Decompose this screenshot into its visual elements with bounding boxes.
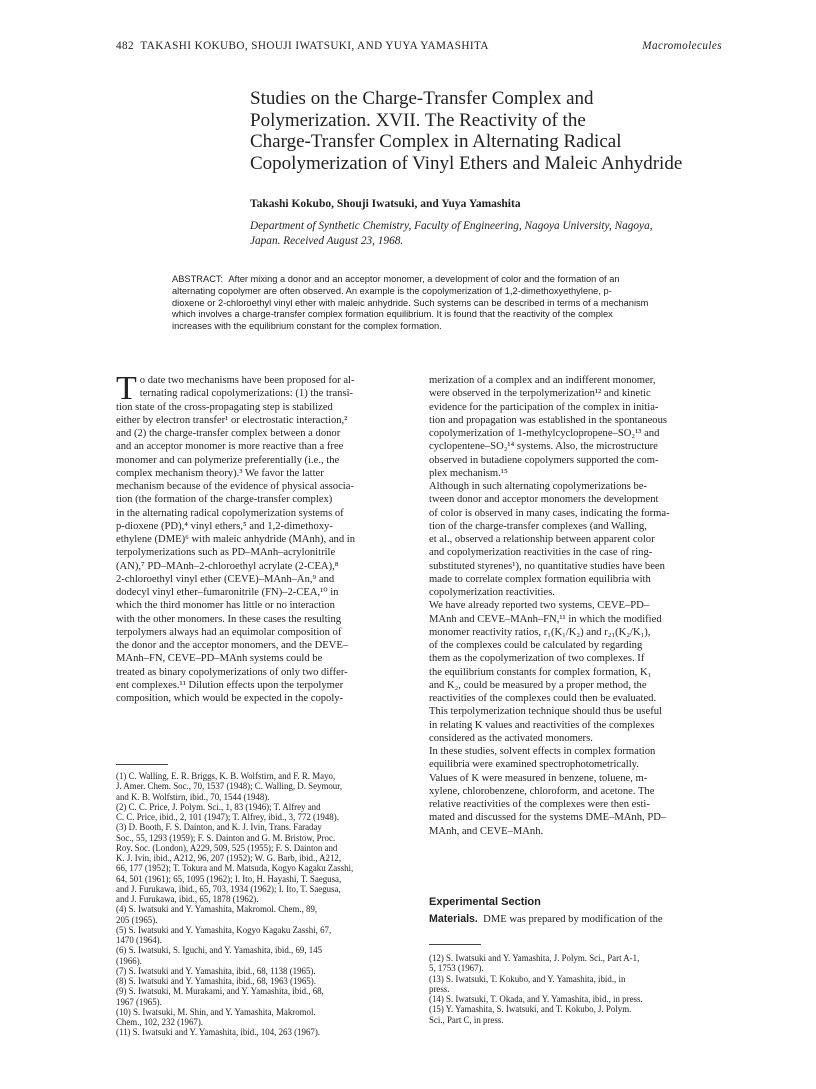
footnote-line: (5) S. Iwatsuki and Y. Yamashita, Kogyo Kagaku Zasshi, 67,: [116, 924, 332, 935]
materials-paragraph: [429, 913, 727, 925]
body-line: mechanism because of the evidence of physical associa-: [116, 481, 354, 492]
footnote-line: K. J. Ivin, ibid., A212, 96, 207 (1952); W. G. Barb, ibid., A212,: [116, 853, 342, 863]
body-line: tion (the formation of the charge-transfer complex): [116, 494, 333, 506]
materials-label: Materials.: [429, 913, 478, 925]
body-line: substituted styrenes¹), no quantitative studies have been: [429, 560, 665, 572]
footnote-line: (13) S. Iwatsuki, T. Kokubo, and Y. Yamashita, ibid., in: [429, 973, 626, 984]
affiliation: [250, 219, 730, 249]
footnote-line: (9) S. Iwatsuki, M. Murakami, and Y. Yamashita, ibid., 68,: [116, 986, 324, 997]
header-left: [116, 40, 489, 52]
title-line: Studies on the Charge-Transfer Complex and: [250, 88, 594, 109]
body-line: them as the copolymerization of two complexes. If: [429, 653, 645, 665]
body-line: of the complexes could be calculated by regarding: [429, 640, 643, 651]
section-heading: Experimental Section: [429, 896, 541, 908]
body-line: We have already reported two systems, CEVE–PD–: [429, 600, 650, 612]
body-line: This terpolymerization technique should thus be useful: [429, 706, 663, 718]
body-line: ternating radical copolymerizations: (1) the transi-: [139, 388, 354, 400]
footnote-line: 1470 (1964).: [116, 935, 162, 945]
body-column-left: [116, 370, 414, 705]
footnote-line: (6) S. Iwatsuki, S. Iguchi, and Y. Yamashita, ibid., 69, 145: [116, 945, 323, 956]
body-line: in the alternating radical copolymerization systems of: [116, 507, 344, 519]
body-line: treated as binary copolymerizations of only two differ-: [116, 666, 348, 678]
footnote-line: (3) D. Booth, F. S. Dainton, and K. J. Ivin, Trans. Faraday: [116, 822, 322, 833]
body-line: monomer reactivity ratios, r₁(K₁/K₂) and r₂₁(K₂/K₁),: [429, 626, 651, 638]
body-line: tween donor and acceptor monomers the development: [429, 494, 659, 506]
body-line: and K₂, could be measured by a proper method, the: [429, 679, 647, 691]
abstract-line: increases with the equilibrium constant for the complex formation.: [172, 321, 442, 332]
body-line: p-dioxene (PD),⁴ vinyl ethers,⁵ and 1,2-dimethoxy-: [116, 520, 333, 532]
body-line: of color is observed in many cases, indicating the forma-: [429, 507, 670, 519]
footnotes-left: [116, 771, 414, 1038]
footnote-line: and J. Furukawa, ibid., 65, 1878 (1962).: [116, 894, 259, 904]
body-line: MAnh, and CEVE–MAnh.: [429, 825, 544, 837]
body-line: copolymerization reactivities.: [429, 587, 555, 598]
title-line: Polymerization. XVII. The Reactivity of the: [250, 109, 586, 131]
abstract-line: alternating copolymer are often observed. An example is the copolymerization of 1,2-dimethoxyethylene, p-: [172, 285, 612, 296]
body-column-right: [429, 374, 727, 838]
footnote-line: (15) Y. Yamashita, S. Iwatsuki, and T. Kokubo, J. Polym.: [429, 1004, 632, 1015]
page-number: 482: [116, 40, 134, 52]
body-line: and an acceptor monomer is more reactive than a free: [116, 441, 344, 453]
footnote-line: (4) S. Iwatsuki and Y. Yamashita, Makromol. Chem., 89,: [116, 904, 318, 915]
body-line: MAnh and CEVE–MAnh–FN,¹¹ in which the modified: [429, 613, 662, 625]
abstract-line: dioxene or 2-chloroethyl vinyl ether with maleic anhydride. Such systems can be described in terms of a mechanism: [172, 297, 649, 308]
body-line: tion of the charge-transfer complexes (and Walling,: [429, 520, 647, 532]
footnote-line: J. Amer. Chem. Soc., 70, 1537 (1948); C. Walling, D. Seymour,: [116, 781, 343, 792]
body-line: and (2) the charge-transfer complex between a donor: [116, 428, 341, 439]
footnote-line: (12) S. Iwatsuki and Y. Yamashita, J. Polym. Sci., Part A-1,: [429, 953, 640, 963]
footnotes-right: [429, 953, 727, 1025]
body-line: either by electron transfer¹ or electrostatic interaction,²: [116, 414, 348, 426]
footnote-line: Chem., 102, 232 (1967).: [116, 1017, 204, 1027]
body-line: Although in such alternating copolymerizations be-: [429, 481, 647, 492]
body-line: terpolymers always had an equimolar composition of: [116, 626, 342, 638]
body-line: reactivities of the complexes could then be evaluated.: [429, 693, 657, 704]
body-line: o date two mechanisms have been proposed for al-: [139, 375, 355, 386]
body-line: ent complexes.¹¹ Dilution effects upon the terpolymer: [116, 679, 344, 691]
body-line: mated and discussed for the systems DME–MAnh, PD–: [429, 812, 667, 824]
abstract-text: After mixing a donor and an acceptor monomer, a development of color and the formation of an: [228, 274, 620, 284]
body-line: composition, which would be expected in the copoly-: [116, 693, 344, 704]
footnote-line: Roy. Soc. (London), A229, 509, 525 (1955); F. S. Dainton and: [116, 842, 338, 853]
footnote-line: (1966).: [116, 955, 142, 966]
title-line: Charge-Transfer Complex in Alternating Radical: [250, 131, 622, 152]
body-line: which the third monomer has little or no interaction: [116, 600, 335, 612]
footnote-divider: [429, 944, 481, 945]
footnote-line: 5, 1753 (1967).: [429, 963, 484, 974]
footnote-line: 64, 501 (1961); 65, 1095 (1962); I. Ito, H. Hayashi, T. Saegusa,: [116, 873, 342, 884]
abstract-line: [172, 274, 662, 286]
body-line: et al., observed a relationship between apparent color: [429, 534, 655, 545]
body-line: and copolymerization reactivities in the case of ring-: [429, 547, 653, 559]
footnote-line: and K. B. Wolfstirn, ibid., 70, 1544 (1948).: [116, 791, 270, 802]
abstract: [172, 274, 662, 333]
body-line: MAnh–FN, CEVE–PD–MAnh systems could be: [116, 653, 323, 665]
author-list: Takashi Kokubo, Shouji Iwatsuki, and Yuya Yamashita: [250, 198, 521, 210]
title-line: Copolymerization of Vinyl Ethers and Maleic Anhydride: [250, 152, 683, 174]
body-line: equilibria were examined spectrophotometrically.: [429, 759, 639, 771]
body-line: 2-chloroethyl vinyl ether (CEVE)–MAnh–An,⁹ and: [116, 573, 335, 585]
abstract-label: ABSTRACT:: [172, 274, 224, 284]
footnote-line: 1967 (1965).: [116, 996, 162, 1007]
body-line: merization of a complex and an indifferent monomer,: [429, 375, 656, 386]
footnote-line: (14) S. Iwatsuki, T. Okada, and Y. Yamashita, ibid., in press.: [429, 994, 643, 1004]
body-line: copolymerization of 1-methylcyclopropene–SO₂¹³ and: [429, 428, 660, 439]
footnote-line: (11) S. Iwatsuki and Y. Yamashita, ibid., 104, 263 (1967).: [116, 1027, 321, 1038]
footnote-line: Soc., 55, 1293 (1959); F. S. Dainton and G. M. Bristow, Proc.: [116, 832, 336, 843]
body-line: plex mechanism.¹⁵: [429, 467, 508, 479]
body-line: were observed in the terpolymerization¹² and kinetic: [429, 388, 651, 400]
materials-text: DME was prepared by modification of the: [483, 914, 663, 925]
footnote-divider: [116, 764, 168, 765]
footnote-line: 205 (1965).: [116, 914, 158, 925]
body-line: Values of K were measured in benzene, toluene, m-: [429, 772, 648, 784]
body-line: considered as the activated monomers.: [429, 732, 593, 744]
article-title: [250, 88, 720, 174]
body-line: (AN),⁷ PD–MAnh–2-chloroethyl acrylate (2-CEA),⁸: [116, 560, 339, 572]
body-line: made to correlate complex formation equilibria with: [429, 573, 651, 585]
abstract-line: which involves a charge-transfer complex formation equilibrium. It is found that the reactivity of the complex: [172, 309, 613, 320]
body-line: the donor and the acceptor monomers, and the DEVE–: [116, 640, 349, 651]
body-line: relative reactivities of the complexes were then esti-: [429, 799, 650, 810]
body-line: tion and propagation was established in the spontaneous: [429, 414, 668, 426]
body-line: the equilibrium constants for complex formation, K₁: [429, 666, 652, 678]
body-line: xylene, chlorobenzene, chloroform, and acetone. The: [429, 785, 655, 797]
footnote-line: and J. Furukawa, ibid., 65, 703, 1934 (1962); I. Ito, T. Saegusa,: [116, 883, 341, 894]
footnote-line: (8) S. Iwatsuki and Y. Yamashita, ibid., 68, 1963 (1965).: [116, 976, 316, 986]
body-line: monomer and can polymerize preferentially (i.e., the: [116, 454, 340, 466]
body-line: with the other monomers. In these cases the resulting: [116, 613, 342, 625]
body-line: tion state of the cross-propagating step is stabilized: [116, 401, 333, 413]
body-line: terpolymerizations such as PD–MAnh–acrylonitrile: [116, 547, 336, 559]
footnote-line: 66, 177 (1952); T. Tokura and M. Matsuda, Kogyo Kagaku Zasshi,: [116, 863, 354, 874]
affiliation-line: Japan. Received August 23, 1968.: [250, 235, 404, 247]
footnote-line: Sci., Part C, in press.: [429, 1014, 504, 1025]
affiliation-line: Department of Synthetic Chemistry, Faculty of Engineering, Nagoya University, Nagoya,: [250, 220, 653, 232]
body-line: evidence for the participation of the complex in initia-: [429, 401, 659, 413]
drop-cap: T: [116, 370, 137, 407]
body-line: ethylene (DME)⁶ with maleic anhydride (MAnh), and in: [116, 534, 356, 545]
body-line: In these studies, solvent effects in complex formation: [429, 746, 656, 757]
running-header: [116, 40, 722, 56]
footnote-line: (10) S. Iwatsuki, M. Shin, and Y. Yamashita, Makromol.: [116, 1006, 316, 1017]
footnote-line: (7) S. Iwatsuki and Y. Yamashita, ibid., 68, 1138 (1965).: [116, 965, 316, 976]
body-line: dodecyl vinyl ether–fumaronitrile (FN)–2-CEA,¹⁰ in: [116, 587, 339, 598]
footnote-line: C. C. Price, ibid., 2, 101 (1947); T. Alfrey, ibid., 3, 772 (1948).: [116, 812, 339, 822]
running-authors: TAKASHI KOKUBO, SHOUJI IWATSUKI, AND YUYA YAMASHITA: [140, 40, 489, 52]
footnote-line: (1) C. Walling, E. R. Briggs, K. B. Wolfstirn, and F. R. Mayo,: [116, 771, 336, 781]
body-line: observed in butadiene copolymers supported the com-: [429, 454, 659, 466]
body-line: in relating K values and reactivities of the complexes: [429, 719, 655, 731]
footnote-line: (2) C. C. Price, J. Polym. Sci., 1, 83 (1946); T. Alfrey and: [116, 801, 321, 812]
journal-name: Macromolecules: [642, 40, 722, 52]
body-line: cyclopentene–SO₂¹⁴ systems. Also, the microstructure: [429, 441, 658, 453]
footnote-line: press.: [429, 983, 450, 994]
body-line: complex mechanism theory).³ We favor the latter: [116, 467, 324, 479]
